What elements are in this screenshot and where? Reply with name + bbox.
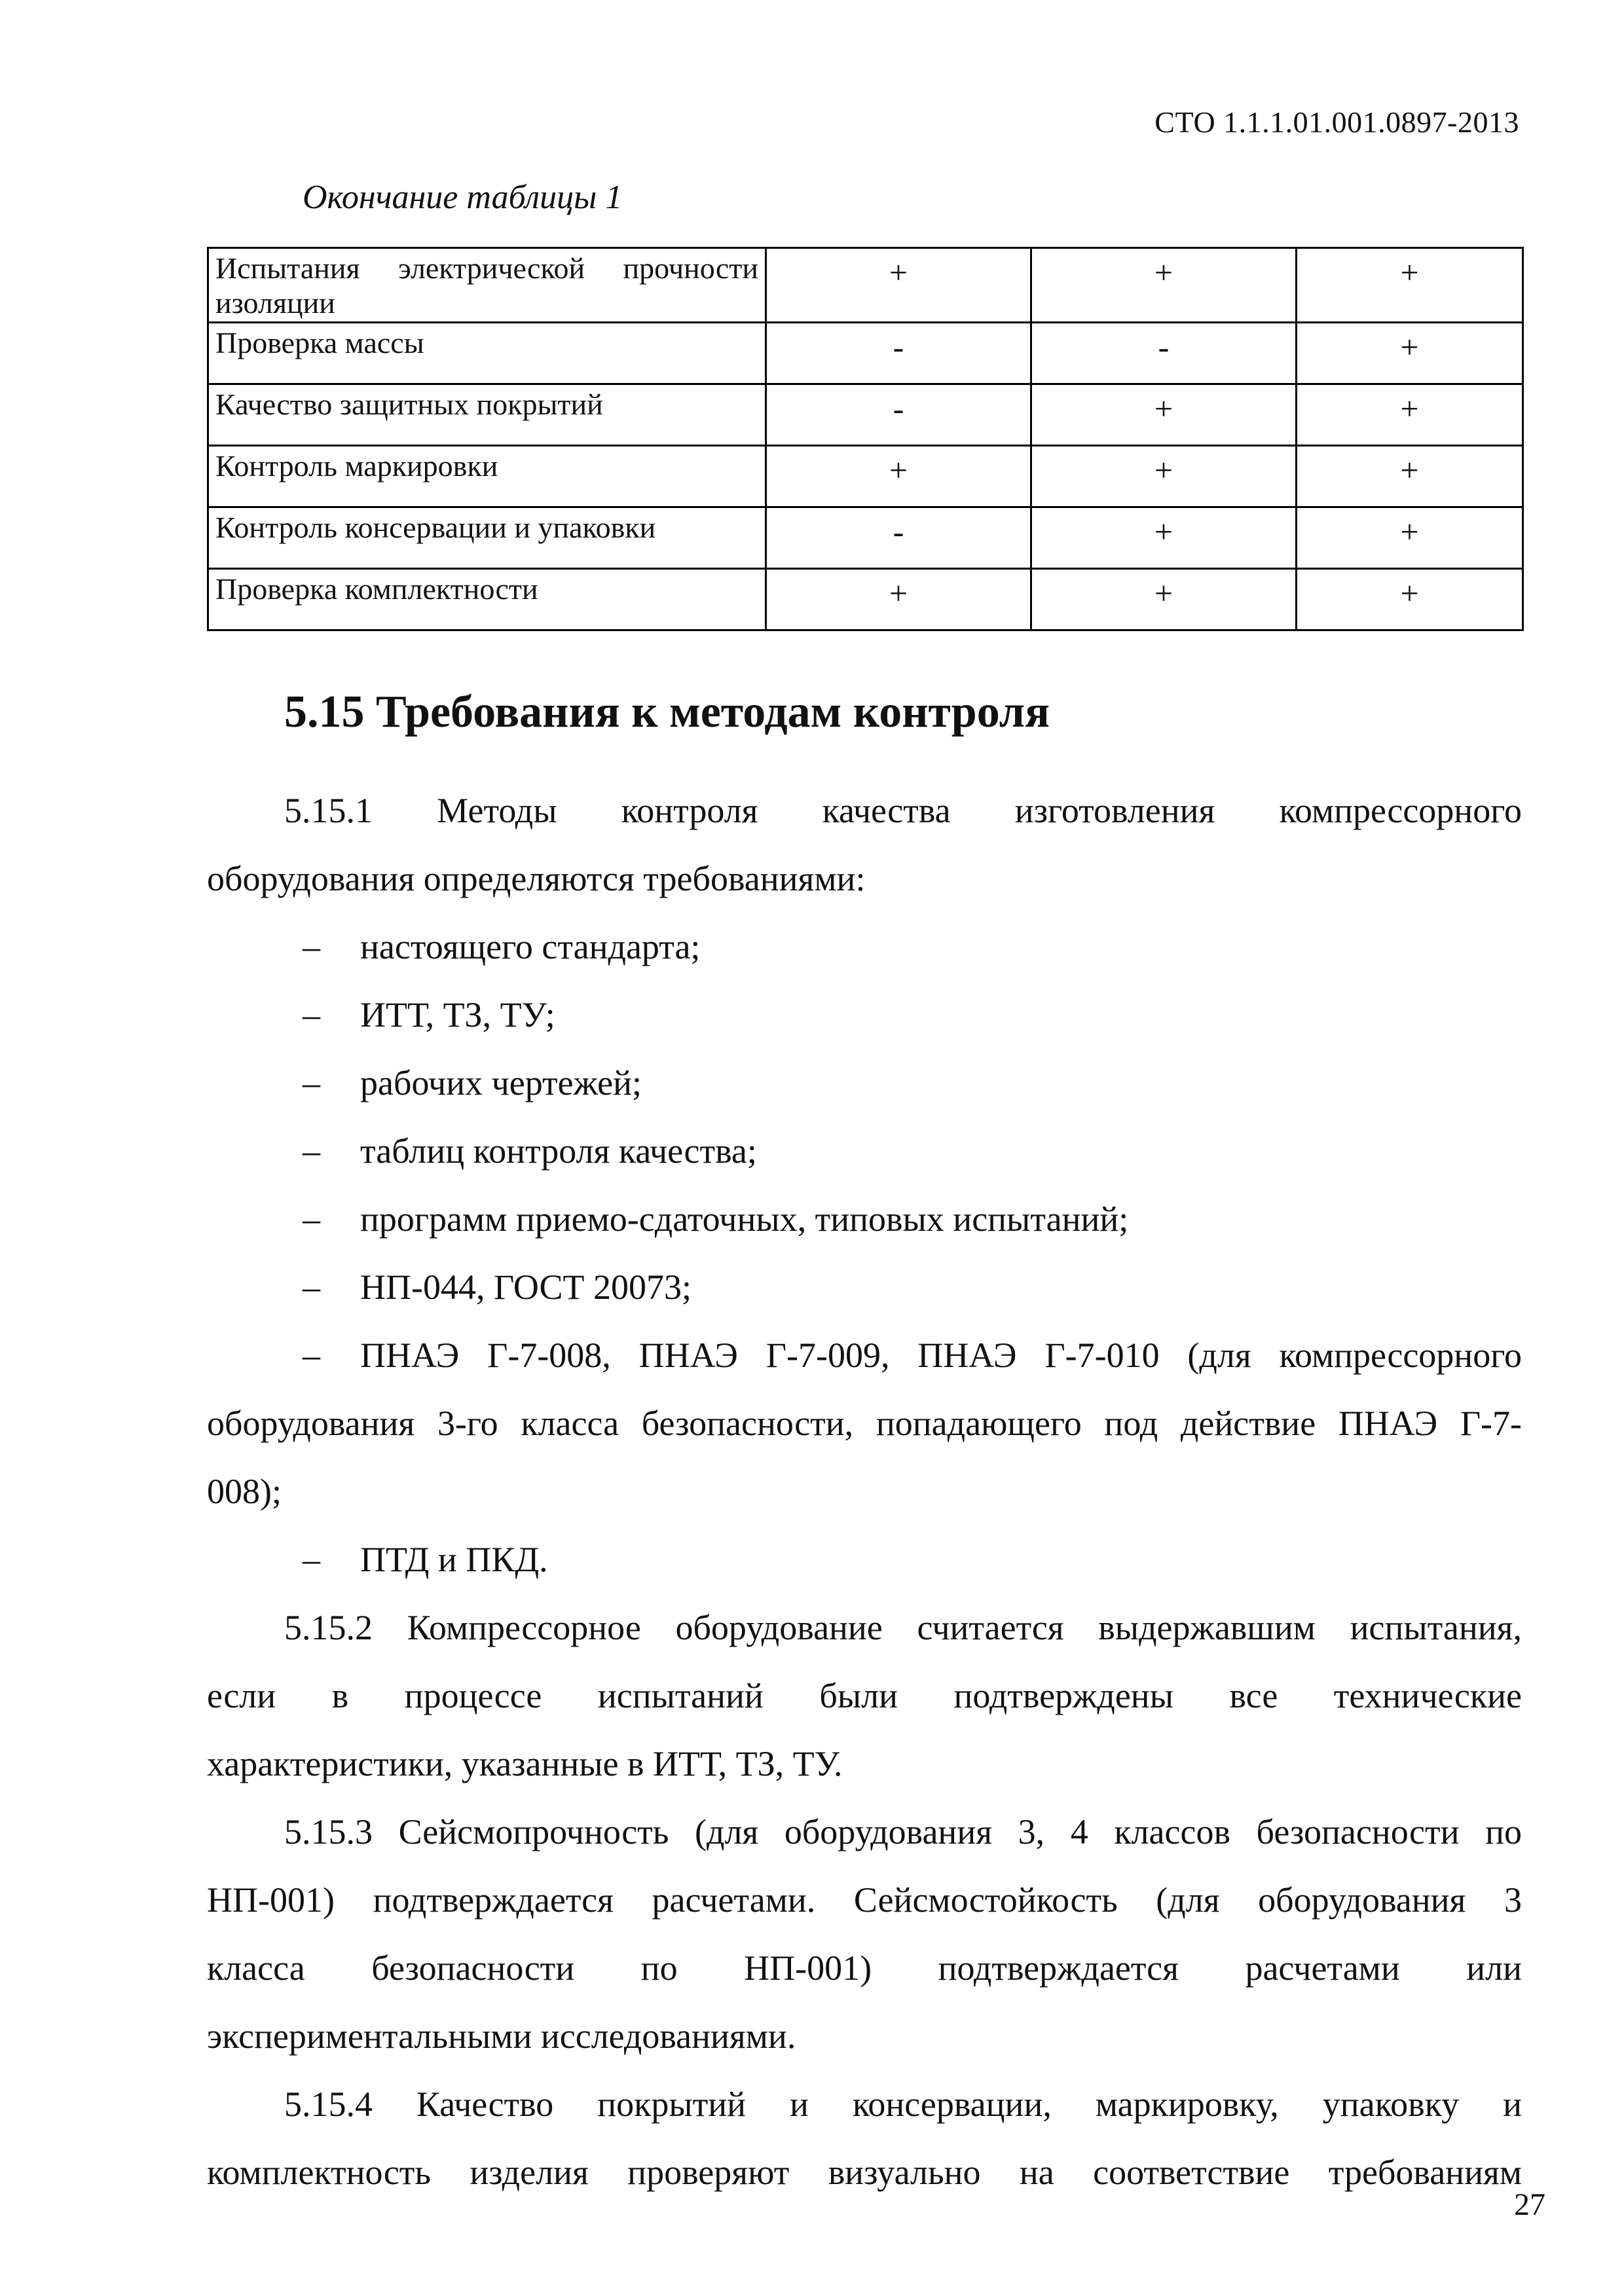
- page-number: 27: [1514, 2187, 1545, 2222]
- table-row: [208, 248, 1523, 323]
- dash-marker: –: [303, 995, 320, 1034]
- dash-marker: –: [303, 1199, 320, 1239]
- table-row: [208, 323, 1523, 384]
- table-cell-name: Испытания электрической прочности изоляции: [208, 248, 766, 323]
- paragraph-5-15-3-line: 5.15.3 Сейсмопрочность (для оборудования 3, 4 классов безопасности по: [284, 1812, 1522, 1851]
- table-cell-mark: +: [766, 446, 1031, 507]
- list-item-text: НП-044, ГОСТ 20073;: [360, 1267, 692, 1307]
- table-cell-mark: +: [1031, 384, 1297, 446]
- table-cell-mark: +: [1297, 568, 1523, 630]
- list-item-text: настоящего стандарта;: [360, 927, 701, 966]
- table-row: [208, 384, 1523, 446]
- section-title: 5.15 Требования к методам контроля: [284, 687, 1050, 737]
- table-cell-name: Контроль консервации и упаковки: [208, 507, 766, 569]
- list-item-text: ИТТ, ТЗ, ТУ;: [360, 995, 555, 1034]
- table-cell-mark: +: [1297, 446, 1523, 507]
- document-code: СТО 1.1.1.01.001.0897-2013: [1154, 105, 1519, 139]
- list-item: [303, 1321, 1522, 1389]
- table-cell-name: Проверка массы: [208, 323, 766, 384]
- list-item-text: таблиц контроля качества;: [360, 1131, 757, 1171]
- paragraph-5-15-2-line: характеристики, указанные в ИТТ, ТЗ, ТУ.: [207, 1744, 843, 1783]
- table-row: [208, 507, 1523, 569]
- list-item: [303, 1049, 642, 1117]
- list-item: [303, 981, 555, 1049]
- table-cell-mark: +: [1297, 248, 1523, 323]
- list-item: [303, 913, 700, 981]
- dash-marker: –: [303, 1063, 320, 1102]
- list-item: [303, 1525, 548, 1594]
- list-item: [303, 1117, 757, 1185]
- table-cell-mark: +: [1031, 446, 1297, 507]
- dash-marker: –: [303, 1336, 320, 1375]
- paragraph-5-15-2-line: если в процессе испытаний были подтверждены все технические: [207, 1676, 1522, 1715]
- table-cell-mark: -: [766, 384, 1031, 446]
- paragraph-5-15-2-line: 5.15.2 Компрессорное оборудование считается выдержавшим испытания,: [284, 1608, 1522, 1647]
- table-cell-mark: +: [1031, 507, 1297, 569]
- table-cell-mark: -: [766, 507, 1031, 569]
- table-cell-name: Качество защитных покрытий: [208, 384, 766, 446]
- paragraph-5-15-3-line: класса безопасности по НП-001) подтверждается расчетами или: [207, 1948, 1522, 1988]
- list-item-text: ПНАЭ Г-7-008, ПНАЭ Г-7-009, ПНАЭ Г-7-010 (для компрессорного: [360, 1336, 1522, 1375]
- list-item-text: ПТД и ПКД.: [360, 1540, 548, 1579]
- list-item-text: рабочих чертежей;: [360, 1063, 642, 1102]
- table-cell-mark: +: [1297, 384, 1523, 446]
- table-cell-mark: +: [1031, 568, 1297, 630]
- table-cell-mark: +: [1297, 507, 1523, 569]
- list-item-text: программ приемо-сдаточных, типовых испытаний;: [360, 1199, 1129, 1239]
- table-row: [208, 446, 1523, 507]
- list-item-continuation: оборудования 3-го класса безопасности, попадающего под действие ПНАЭ Г-7-: [207, 1404, 1522, 1443]
- table-caption: Окончание таблицы 1: [303, 179, 623, 216]
- table-cell-mark: +: [766, 248, 1031, 323]
- paragraph-5-15-4-line: 5.15.4 Качество покрытий и консервации, маркировку, упаковку и: [284, 2085, 1522, 2124]
- paragraph-5-15-3-line: НП-001) подтверждается расчетами. Сейсмостойкость (для оборудования 3: [207, 1880, 1522, 1920]
- paragraph-5-15-1-line: 5.15.1 Методы контроля качества изготовления компрессорного: [284, 791, 1522, 830]
- table-cell-mark: -: [766, 323, 1031, 384]
- dash-marker: –: [303, 1267, 320, 1307]
- control-table: [207, 247, 1524, 631]
- table-cell-mark: -: [1031, 323, 1297, 384]
- table-cell-mark: +: [766, 568, 1031, 630]
- paragraph-5-15-3-line: экспериментальными исследованиями.: [207, 2016, 796, 2056]
- list-item: [303, 1185, 1128, 1253]
- table-cell-name: Проверка комплектности: [208, 568, 766, 630]
- dash-marker: –: [303, 1540, 320, 1579]
- table-cell-mark: +: [1031, 248, 1297, 323]
- table-row: [208, 568, 1523, 630]
- dash-marker: –: [303, 1131, 320, 1171]
- list-item-continuation: 008);: [207, 1472, 282, 1511]
- list-item: [303, 1253, 692, 1321]
- paragraph-5-15-1-line: оборудования определяются требованиями:: [207, 859, 866, 898]
- table-cell-mark: +: [1297, 323, 1523, 384]
- dash-marker: –: [303, 927, 320, 966]
- table-cell-name: Контроль маркировки: [208, 446, 766, 507]
- paragraph-5-15-4-line: комплектность изделия проверяют визуально на соответствие требованиям: [207, 2153, 1522, 2192]
